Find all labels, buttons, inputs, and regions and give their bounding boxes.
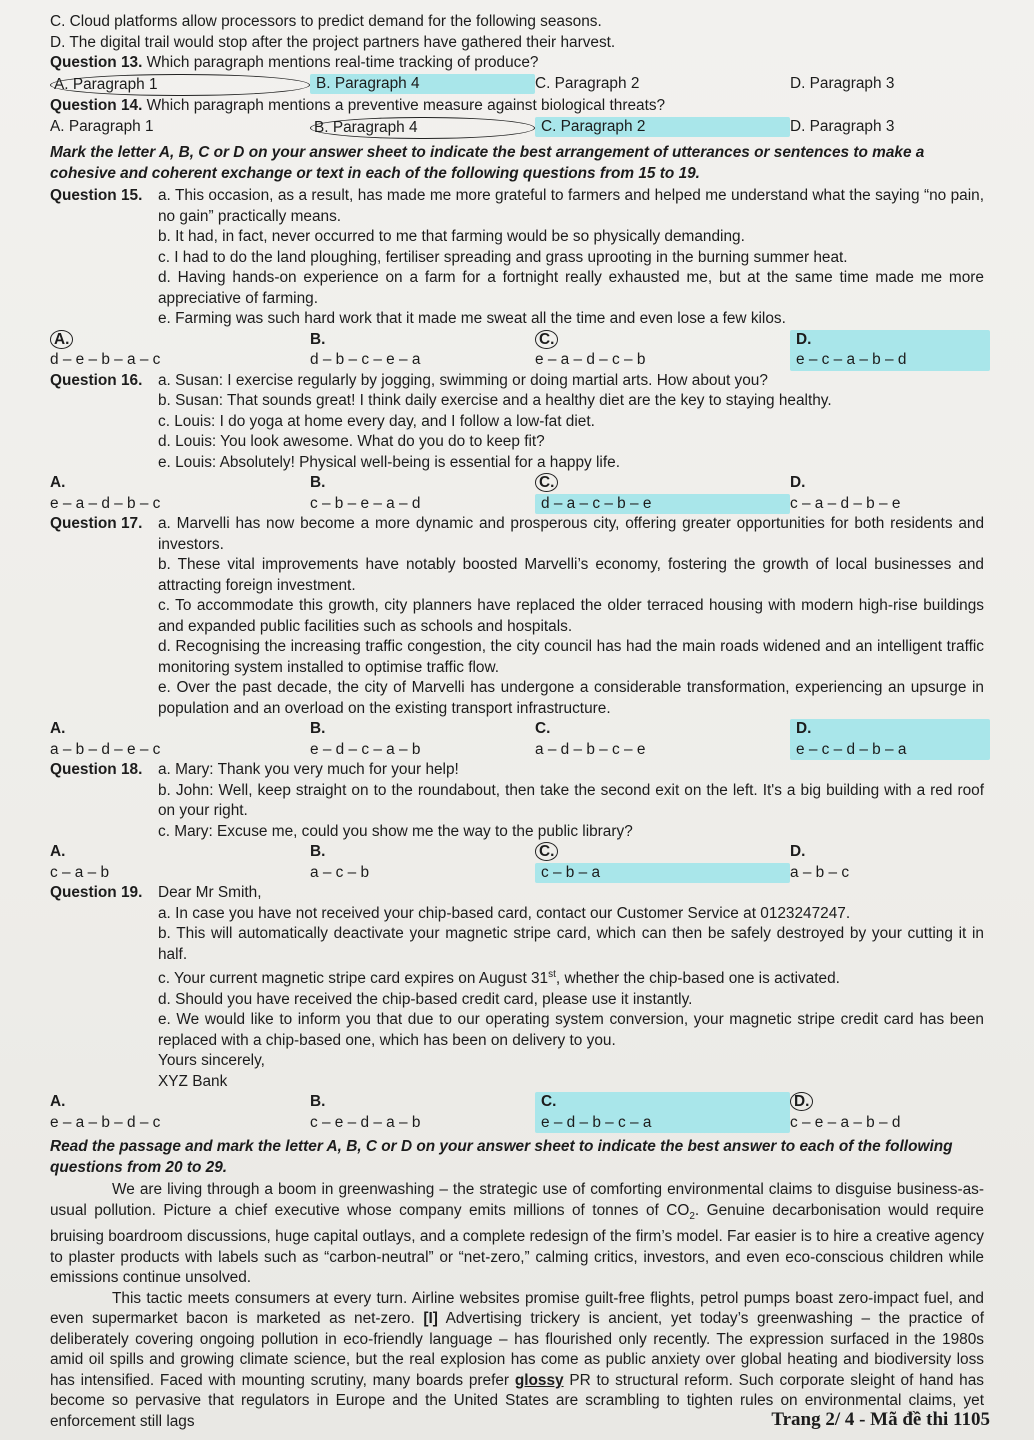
q17-option-b[interactable]: B. e – d – c – a – b [310, 720, 421, 758]
reading-passage [50, 1180, 984, 1432]
q17-item-e: e. Over the past decade, the city of Marvelli has undergone a considerable transformation, experiencing an upsurge in population and an overload on the existing transport infrastructure. [158, 679, 984, 717]
question-17-label: Question 17. [50, 515, 143, 532]
question-19-body [50, 904, 984, 1093]
q16-item-d: d. Louis: You look awesome. What do you do to keep fit? [158, 433, 545, 450]
page-footer: Trang 2/ 4 - Mã đề thi 1105 [771, 1408, 990, 1430]
q19-option-d[interactable]: D. c – e – a – b – d [790, 1093, 901, 1131]
question-15 [50, 186, 984, 330]
q19-option-b[interactable]: B. c – e – d – a – b [310, 1093, 421, 1131]
q13-option-a[interactable]: A. Paragraph 1 [50, 74, 310, 97]
q15-item-b: b. It had, in fact, never occurred to me that farming would be so physically demanding. [158, 228, 745, 245]
question-13 [50, 53, 984, 74]
q17-option-a[interactable]: A. a – b – d – e – c [50, 720, 161, 758]
q18-option-a[interactable]: A. c – a – b [50, 843, 110, 881]
q15-item-d: d. Having hands-on experience on a farm for a fortnight really exhausted me, but at the same time made me more appreciative of farming. [158, 269, 984, 307]
q19-item-d: d. Should you have received the chip-based credit card, please use it instantly. [158, 990, 693, 1008]
q12-option-d: D. The digital trail would stop after the project partners have gathered their harvest. [50, 33, 616, 51]
q17-item-b: b. These vital improvements have notably boosted Marvelli’s economy, fostering the growth of local businesses and attracting foreign investment. [158, 556, 984, 594]
q17-option-d[interactable]: D. e – c – d – b – a [790, 719, 990, 760]
passage-paragraph-2: This tactic meets consumers at every turn. Airline websites promise guilt-free flights, petrol pumps boast zero-impact fuel, and even supermarket bacon is marketed as net-zero. [I] Advertising trickery is ancient, yet today’s greenwashing – the practice of deliberately covering ongoing pollution in eco-friendly language – has flourished only recently. The expression surfaced in the 1980s amid oil spills and growing climate science, but the real explosion has come as public anxiety over global heating and biodiversity loss has intensified. Faced with mounting scrutiny, many boards prefer glossy PR to structural reform. Such corporate sleight of hand has become so pervasive that regulators in Europe and the United States are scrambling to tighten rules on environmental claims, yet enforcement still lags [50, 1289, 984, 1430]
q18-option-b[interactable]: B. a – c – b [310, 843, 370, 881]
question-14-options [50, 117, 984, 140]
position-marker-1: [I] [423, 1310, 438, 1328]
q15-option-b[interactable]: B. d – b – c – e – a [310, 330, 421, 368]
question-14 [50, 96, 984, 117]
question-18 [50, 760, 984, 842]
q16-option-d[interactable]: D. c – a – d – b – e [790, 474, 901, 512]
q17-option-c[interactable]: C. a – d – b – c – e [535, 720, 646, 758]
q15-item-a: a. This occasion, as a result, has made me more grateful to farmers and helped me understand what the saying “no pain, no gain” practically means. [158, 187, 984, 225]
question-13-options [50, 74, 984, 97]
question-17-options [50, 719, 984, 760]
question-13-label: Question 13. [50, 54, 143, 71]
q12-option-c: C. Cloud platforms allow processors to predict demand for the following seasons. [50, 13, 602, 30]
passage-paragraph-1: We are living through a boom in greenwashing – the strategic use of comforting environmental claims to disguise business-as-usual pollution. Picture a chief executive whose company emits millions of tonnes of $CO_2$. Genuine decarbonisation would require bruising boardroom discussions, huge capital outlays, and a complete redesign of the firm’s model. Far easier is to hire a creative agency to plaster products with labels such as “carbon-neutral” or “net-zero,” calming critics, investors, and even eco-conscious children while emissions continue unsolved. [50, 1181, 984, 1287]
q15-option-d[interactable]: D. e – c – a – b – d [790, 330, 990, 371]
question-16-options [50, 473, 984, 514]
q18-option-c[interactable]: C. c – b – a [535, 842, 790, 883]
q17-item-a: a. Marvelli has now become a more dynamic and prosperous city, offering greater opportunities for both residents and investors. [158, 515, 984, 553]
q18-item-b: b. John: Well, keep straight on to the roundabout, then take the second exit on the left. It's a big building with a red roof on your right. [158, 781, 984, 819]
q14-option-b[interactable]: B. Paragraph 4 [310, 117, 535, 140]
underlined-word-glossy: glossy [514, 1371, 564, 1389]
q19-option-a[interactable]: A. e – a – b – d – c [50, 1093, 161, 1131]
q15-item-c: c. I had to do the land ploughing, fertiliser spreading and grass uprooting in the burning summer heat. [158, 248, 848, 266]
question-16-label: Question 16. [50, 371, 143, 389]
q13-option-d[interactable]: D. Paragraph 3 [790, 74, 895, 92]
q13-option-c[interactable]: C. Paragraph 2 [535, 74, 640, 92]
question-19 [50, 883, 984, 904]
question-16 [50, 371, 984, 474]
instruction-15-19: Mark the letter A, B, C or D on your answer sheet to indicate the best arrangement of utterances or sentences to make a cohesive and coherent exchange or text in each of the following questions from 15 to 19. [50, 144, 925, 182]
q15-option-a[interactable]: A. d – e – b – a – c [50, 330, 161, 368]
q19-item-c: c. Your current magnetic stripe card expires on August 31st, whether the chip-based one is activated. [158, 969, 840, 988]
q16-option-a[interactable]: A. e – a – d – b – c [50, 474, 161, 512]
q14-option-d[interactable]: D. Paragraph 3 [790, 117, 895, 135]
q18-item-a: a. Mary: Thank you very much for your help! [158, 761, 459, 778]
question-19-label: Question 19. [50, 884, 143, 901]
question-15-options [50, 330, 984, 371]
q18-option-d[interactable]: D. a – b – c [790, 843, 850, 881]
q17-item-c: c. To accommodate this growth, city planners have replaced the older terraced housing with modern high-rise buildings and expanded public facilities such as schools and hospitals. [158, 597, 984, 635]
question-18-options [50, 842, 984, 883]
q16-option-c[interactable]: C. d – a – c – b – e [535, 473, 790, 514]
question-19-options [50, 1092, 984, 1133]
q16-item-c: c. Louis: I do yoga at home every day, and I follow a low-fat diet. [158, 412, 595, 430]
q16-item-a: a. Susan: I exercise regularly by jogging, swimming or doing martial arts. How about you? [158, 371, 768, 389]
q13-option-b[interactable]: B. Paragraph 4 [310, 74, 535, 97]
q18-item-c: c. Mary: Excuse me, could you show me the way to the public library? [158, 822, 633, 840]
q15-option-c[interactable]: C. e – a – d – c – b [535, 330, 646, 368]
q17-item-d: d. Recognising the increasing traffic congestion, the city council has had the main roads widened and an intelligent traffic monitoring system installed to optimise traffic flow. [158, 638, 984, 676]
q19-item-b: b. This will automatically deactivate your magnetic stripe card, which can then be safely destroyed by your cutting it in half. [158, 925, 984, 963]
question-15-label: Question 15. [50, 187, 143, 204]
question-14-text: Which paragraph mentions a preventive measure against biological threats? [146, 97, 666, 114]
q15-item-e: e. Farming was such hard work that it made me sweat all the time and even lose a few kilos. [158, 310, 786, 327]
q19-signature: XYZ Bank [158, 1072, 228, 1090]
q16-option-b[interactable]: B. c – b – e – a – d [310, 474, 421, 512]
q16-item-b: b. Susan: That sounds great! I think daily exercise and a healthy diet are the key to staying healthy. [158, 392, 832, 409]
q16-item-e: e. Louis: Absolutely! Physical well-being is essential for a happy life. [158, 453, 620, 471]
q14-option-c[interactable]: C. Paragraph 2 [535, 117, 790, 140]
q19-option-c[interactable]: C. e – d – b – c – a [535, 1092, 790, 1133]
q14-option-a[interactable]: A. Paragraph 1 [50, 117, 154, 135]
question-18-label: Question 18. [50, 761, 143, 778]
q19-greeting: Dear Mr Smith, [158, 884, 262, 901]
instruction-20-29: Read the passage and mark the letter A, B, C or D on your answer sheet to indicate the best answer to each of the following questions from 20 to 29. [50, 1138, 953, 1176]
q19-item-e: e. We would like to inform you that due to our operating system conversion, your magnetic stripe credit card has been replaced with a chip-based one, which has been on delivery to you. [158, 1011, 984, 1049]
question-17 [50, 514, 984, 719]
question-14-label: Question 14. [50, 97, 143, 114]
q19-item-a: a. In case you have not received your chip-based card, contact our Customer Service at 0123247247. [158, 904, 851, 922]
q19-closing: Yours sincerely, [158, 1052, 265, 1070]
question-13-text: Which paragraph mentions real-time tracking of produce? [146, 54, 539, 71]
